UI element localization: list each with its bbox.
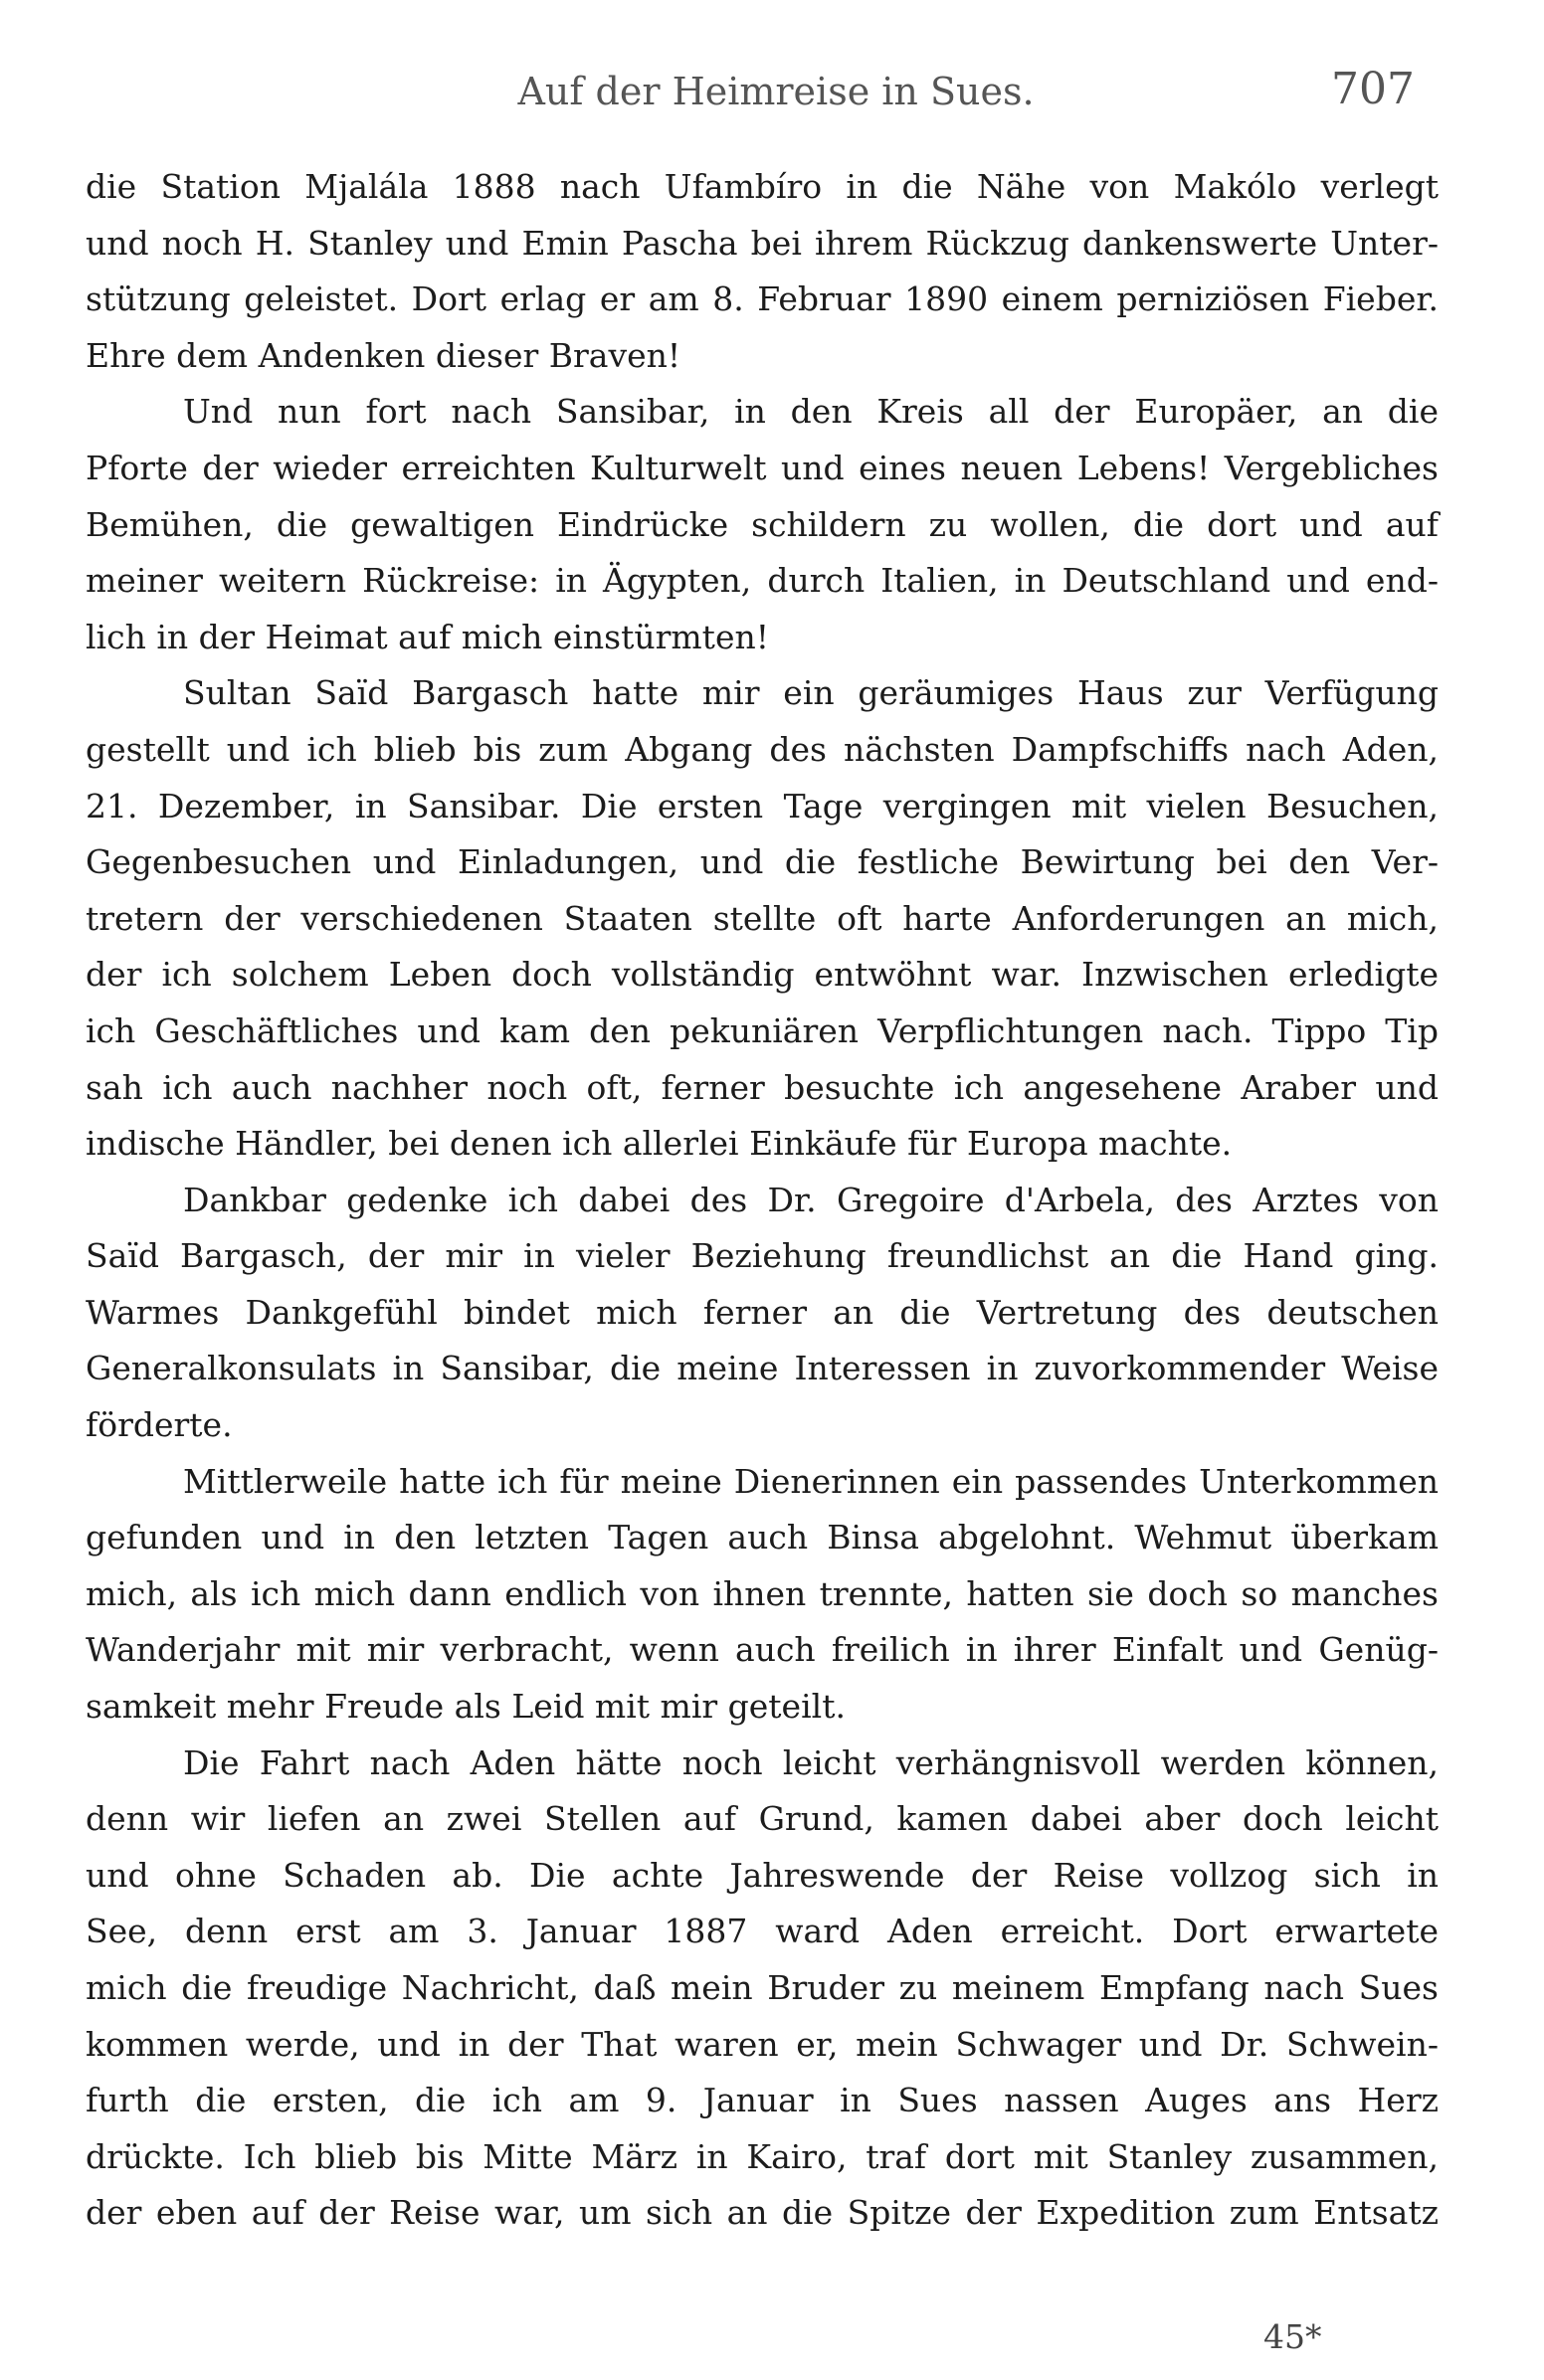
- text-line: förderte.: [86, 1405, 233, 1445]
- page-number: 707: [1331, 64, 1415, 114]
- text-line: Sultan Saïd Bargasch hatte mir ein geräumiges Haus zur Verfügung: [183, 673, 1439, 713]
- text-line: mich, als ich mich dann endlich von ihnen trennte, hatten sie doch so manches: [86, 1573, 1439, 1613]
- text-line: stützung geleistet. Dort erlag er am 8. Februar 1890 einem perniziösen Fieber.: [86, 279, 1439, 319]
- text-line: gefunden und in den letzten Tagen auch Binsa abgelohnt. Wehmut überkam: [86, 1518, 1439, 1557]
- text-line: Die Fahrt nach Aden hätte noch leicht verhängnisvoll werden können,: [183, 1742, 1439, 1782]
- text-line: kommen werde, und in der That waren er, mein Schwager und Dr. Schwein-: [86, 2024, 1439, 2064]
- text-line: Und nun fort nach Sansibar, in den Kreis all der Europäer, an die: [183, 392, 1439, 432]
- running-head: [0, 64, 1544, 133]
- text-line: Wanderjahr mit mir verbracht, wenn auch freilich in ihrer Einfalt und Genüg-: [86, 1630, 1439, 1670]
- text-line: der eben auf der Reise war, um sich an die Spitze der Expedition zum Entsatz: [86, 2193, 1439, 2233]
- text-line: und noch H. Stanley und Emin Pascha bei ihrem Rückzug dankenswerte Unter-: [86, 223, 1439, 263]
- text-line: Bemühen, die gewaltigen Eindrücke schildern zu wollen, die dort und auf: [86, 504, 1439, 544]
- text-line: tretern der verschiedenen Staaten stellte oft harte Anforderungen an mich,: [86, 898, 1439, 938]
- signature-mark: 45*: [1263, 2317, 1322, 2356]
- text-line: Mittlerweile hatte ich für meine Dienerinnen ein passendes Unterkommen: [183, 1461, 1439, 1501]
- text-line: furth die ersten, die ich am 9. Januar in Sues nassen Auges ans Herz: [86, 2081, 1439, 2120]
- text-line: drückte. Ich blieb bis Mitte März in Kairo, traf dort mit Stanley zusammen,: [86, 2136, 1439, 2176]
- text-line: lich in der Heimat auf mich einstürmten!: [86, 617, 769, 656]
- text-line: gestellt und ich blieb bis zum Abgang des nächsten Dampfschiffs nach Aden,: [86, 729, 1439, 769]
- text-line: Dankbar gedenke ich dabei des Dr. Gregoire d'Arbela, des Arztes von: [183, 1180, 1439, 1219]
- text-line: 21. Dezember, in Sansibar. Die ersten Tage vergingen mit vielen Besuchen,: [86, 786, 1439, 825]
- text-line: und ohne Schaden ab. Die achte Jahreswende der Reise vollzog sich in: [86, 1855, 1439, 1895]
- text-line: Ehre dem Andenken dieser Braven!: [86, 335, 681, 375]
- body-text: [86, 159, 1439, 2242]
- text-line: indische Händler, bei denen ich allerlei Einkäufe für Europa machte.: [86, 1124, 1233, 1164]
- text-line: mich die freudige Nachricht, daß mein Bruder zu meinem Empfang nach Sues: [86, 1968, 1439, 2007]
- text-line: Warmes Dankgefühl bindet mich ferner an die Vertretung des deutschen: [86, 1292, 1439, 1332]
- text-line: der ich solchem Leben doch vollständig entwöhnt war. Inzwischen erledigte: [86, 955, 1439, 995]
- text-line: samkeit mehr Freude als Leid mit mir geteilt.: [86, 1687, 846, 1727]
- text-line: Saïd Bargasch, der mir in vieler Beziehung freundlichst an die Hand ging.: [86, 1236, 1439, 1276]
- text-line: Pforte der wieder erreichten Kulturwelt und eines neuen Lebens! Vergebliches: [86, 448, 1439, 487]
- text-line: sah ich auch nachher noch oft, ferner besuchte ich angesehene Araber und: [86, 1067, 1439, 1107]
- text-line: meiner weitern Rückreise: in Ägypten, durch Italien, in Deutschland und end-: [86, 561, 1439, 601]
- text-line: denn wir liefen an zwei Stellen auf Grund, kamen dabei aber doch leicht: [86, 1799, 1439, 1839]
- text-line: Generalkonsulats in Sansibar, die meine Interessen in zuvorkommender Weise: [86, 1349, 1439, 1388]
- text-line: ich Geschäftliches und kam den pekuniären Verpflichtungen nach. Tippo Tip: [86, 1010, 1439, 1050]
- text-line: See, denn erst am 3. Januar 1887 ward Aden erreicht. Dort erwartete: [86, 1912, 1439, 1951]
- running-title: Auf der Heimreise in Sues.: [517, 70, 1035, 113]
- text-line: Gegenbesuchen und Einladungen, und die festliche Bewirtung bei den Ver-: [86, 842, 1439, 882]
- text-line: die Station Mjalála 1888 nach Ufambíro in die Nähe von Makólo verlegt: [86, 167, 1439, 206]
